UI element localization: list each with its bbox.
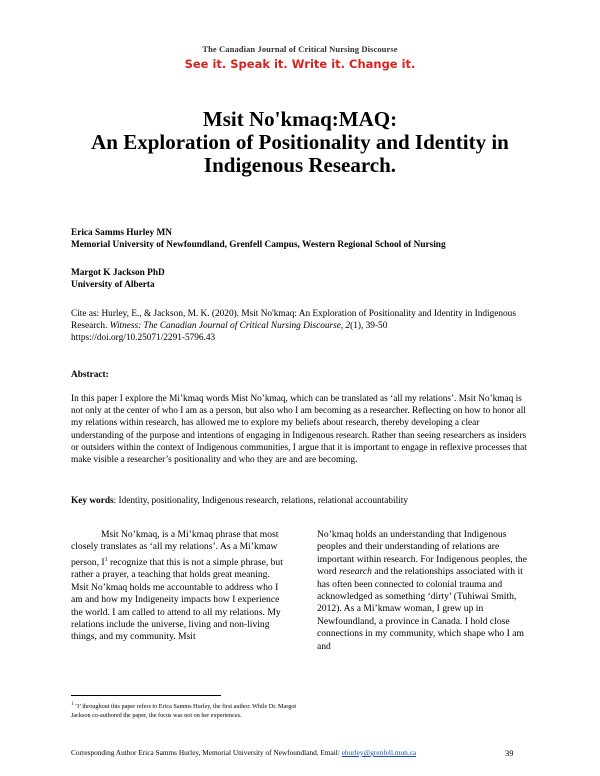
citation-text: Cite as: Hurley, E., & Jackson, M. K. (2020). Msit No'kmaq: An Exploration of Positionality and Identity in Indigenous Research. bbox=[71, 309, 516, 332]
title-line-2: An Exploration of Positionality and Identity in bbox=[91, 130, 509, 154]
footnote-mark: 1 bbox=[71, 702, 74, 707]
author-block-2 bbox=[71, 267, 533, 291]
body-text: No’kmaq holds an understanding that Indigenous peoples and their understanding of relations are important within research. For Indigenous peoples, the word bbox=[317, 529, 527, 578]
abstract-text: In this paper I explore the Mi’kmaq words Mist No’kmaq, which can be translated as ‘all my relations’. Msit No’kmaq is not only at the center of who I am as a person, but also who I am becoming as a researcher. Reflecting on how to honor all my relations within research, has allowed me to explore my beliefs about research, thereby developing a clear understanding of the purpose and intentions of engaging in Indigenous research. Rather than seeing researchers as insiders or outsiders within the context of Indigenous communities, I argue that it is important to engage in reflexive processes that make visible a researcher’s positionality and who they are and are becoming. bbox=[71, 394, 527, 466]
body-text: and the relationships associated with it has often been connected to colonial trauma and acknowledged as something ‘dirty’ (Tuhiwai Smith, 2012). As a Mi’kmaw woman, I grew up in Newfoundland, a province in Canada. I hold close connections in my community, which shape who I am and bbox=[317, 566, 524, 652]
keywords-text: : Identity, positionality, Indigenous research, relations, relational accountability bbox=[113, 496, 409, 506]
body-emphasis: research bbox=[339, 566, 372, 578]
paper-title bbox=[0, 108, 600, 177]
journal-name: The Canadian Journal of Critical Nursing Discourse bbox=[202, 44, 398, 54]
body-column-right bbox=[317, 529, 532, 653]
author-block-1 bbox=[71, 227, 533, 251]
keywords-label: Key words bbox=[71, 496, 114, 506]
body-text: Msit No’kmaq, is a Mi’kmaq phrase that most closely translates as ‘all my relations’. As a Mi’kmaw person, I bbox=[71, 529, 279, 568]
footnote bbox=[71, 701, 316, 720]
journal-tagline: See it. Speak it. Write it. Change it. bbox=[184, 57, 416, 71]
author-affiliation: University of Alberta bbox=[71, 280, 155, 291]
citation-journal: Witness: The Canadian Journal of Critical Nursing Discourse bbox=[109, 321, 341, 332]
footer-email-link[interactable]: ehurley@grenfell.mun.ca bbox=[341, 748, 417, 757]
page-number: 39 bbox=[505, 748, 514, 758]
title-line-1: Msit No'kmaq:MAQ: bbox=[202, 107, 398, 131]
footer-text: Corresponding Author Erica Samms Hurley, Memorial University of Newfoundland. Email: bbox=[71, 748, 342, 757]
footnote-divider bbox=[71, 695, 221, 696]
author-name: Margot K Jackson PhD bbox=[71, 268, 165, 278]
citation-doi[interactable]: https://doi.org/10.25071/2291-5796.43 bbox=[71, 333, 216, 344]
keywords bbox=[71, 495, 533, 507]
author-name: Erica Samms Hurley MN bbox=[71, 228, 172, 238]
citation: Cite as: Hurley, E., & Jackson, M. K. (2020). Msit No'kmaq: An Exploration of Positionality and Identity in Indigenous Research. Witness: The Canadian Journal of Critical Nursing Discourse, 2(1), 39-50 https://doi.org/10.25071/2291-5796.43 bbox=[71, 309, 516, 344]
abstract-heading: Abstract: bbox=[71, 370, 109, 380]
body-column-left bbox=[71, 529, 286, 644]
footnote-text: ‘I’ throughout this paper refers to Erica Samms Hurley, the first author. While Dr. Margot Jackson co-authored the paper, the focus was not on her experiences. bbox=[71, 703, 297, 719]
footnote-reference[interactable]: 1 bbox=[104, 556, 108, 563]
page-footer bbox=[71, 748, 531, 757]
title-line-3: Indigenous Research. bbox=[203, 153, 397, 177]
citation-volume: 2 bbox=[345, 321, 351, 332]
citation-issue-pages: (1), 39-50 bbox=[350, 321, 388, 332]
body-text: recognize that this is not a simple phrase, but rather a prayer, a teaching that holds great meaning. Msit No’kmaq holds me accountable to address who I am and how my Indigeneity impacts how I experience the world. I am called to attend to all my relations. My relations include the universe, living and non-living things, and my community. Msit bbox=[71, 557, 283, 643]
author-affiliation: Memorial University of Newfoundland, Grenfell Campus, Western Regional School of Nursing bbox=[71, 240, 446, 251]
